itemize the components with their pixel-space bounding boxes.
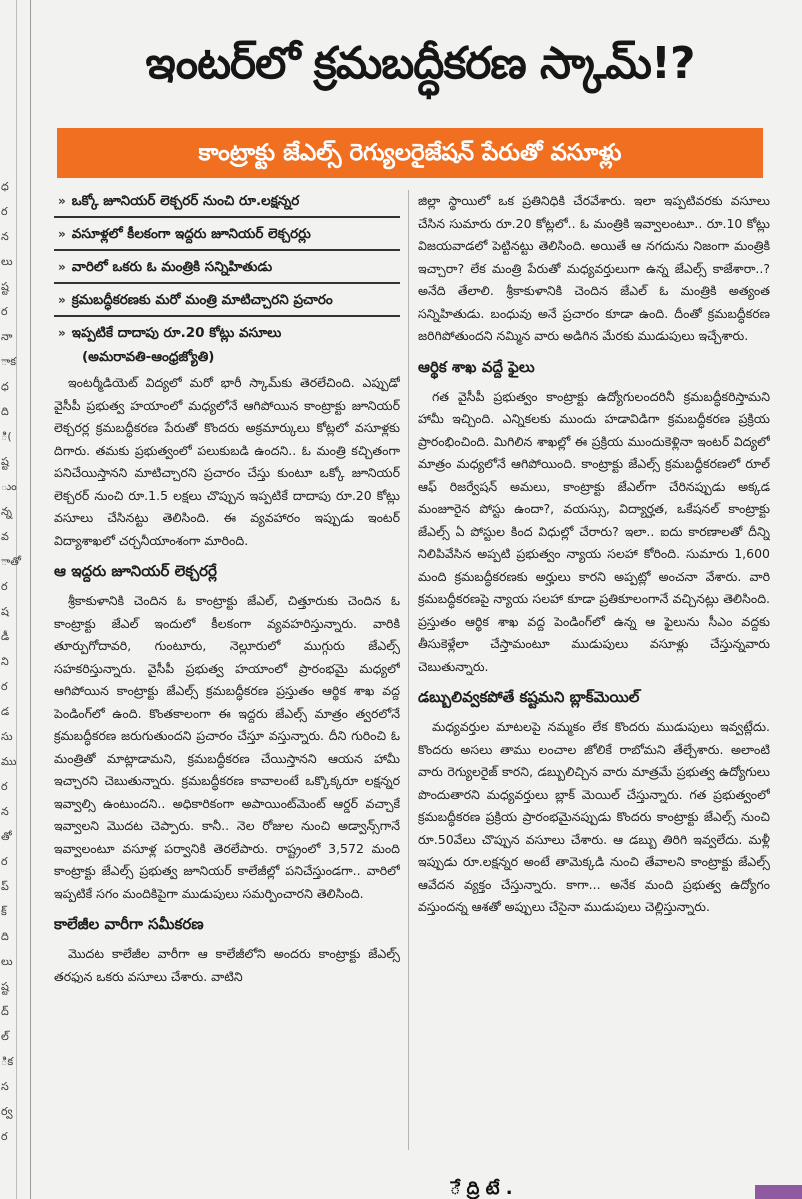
intro-paragraph: ఇంటర్మీడియెట్ విద్యలో మరో భారీ స్కామ్‌కు తెరలేచింది. ఎప్పుడో వైసీపీ ప్రభుత్వ హయాంలో మధ్యలోనే ఆగిపోయిన కాంట్రాక్టు జూనియర్ లెక్చరర్ల క్రమబద్ధీకరణ పేరుతో కొందరు అక్రమార్కులు కోట్లలో వసూళ్లకు దిగారు. తమకు ప్రభుత్వంలో పలుకుబడి ఉందని.. ఓ మంత్రి కచ్చితంగా పనిచేయిస్తానని మాటిచ్చారని ప్రచారం చేస్తు కుంటూ ఒక్కో జూనియర్ లెక్చరర్ నుంచి రూ.1.5 లక్షలు చొప్పున ఇప్పటికే దాదాపు రూ.20 కోట్లు వసూలు చేసినట్టు తెలిసింది. ఈ వ్యవహారం ఇప్పుడు ఇంటర్ విద్యాశాఖలో చర్చనీయాంశంగా మారింది. [54,375,400,548]
edge-fragment: న [1,230,9,243]
body-paragraph: మధ్యవర్తుల మాటలపై నమ్మకం లేక కొందరు ముడుపులు ఇవ్వట్లేదు. కొందరు అసలు తాము లంచాల జోలికే రాబోమని తేల్చేశారు. అలాంటి వారు రెగ్యులరైజ్ కారని, డబ్బులిచ్చిన వారు మాత్రమే ప్రభుత్వ ఉద్యోగులు పొందుతారని మధ్యవర్తులు బ్లాక్ మెయిల్ చేస్తున్నారు. గత ప్రభుత్వంలో క్రమబద్ధీకరణ ప్రక్రియ ప్రారంభమైనప్పుడు కొందరు కాంట్రాక్టు జేఎల్స్ నుంచి రూ.50వేలు చొప్పున వసూలు చేశారు. ఆ డబ్బు తిరిగి ఇవ్వలేదు. మళ్లీ ఇప్పుడు రూ.లక్షన్నర అంటే తామెక్కడి నుంచి తేవాలని కాంట్రాక్టు జేఎల్స్ ఆవేదన వ్యక్తం చేస్తున్నారు. కాగా... అనేక మంది ప్రభుత్వ ఉద్యోగం వస్తుందన్న ఆశతో అప్పులు చేసైనా ముడుపులు చెల్లిస్తున్నారు. [418,719,770,914]
left-column [54,190,400,1150]
adjacent-article-strip [0,0,21,1199]
section-heading: ఆర్థిక శాఖ వద్దే ఫైలు [418,357,535,376]
edge-fragment: లు [1,255,13,268]
edge-fragment: సు [1,730,13,743]
column-rule [408,190,409,1150]
double-chevron-icon: » [58,326,66,340]
edge-fragment: ర [1,780,8,793]
edge-fragment: ాతో [1,555,21,568]
edge-fragment: ర [1,580,8,593]
column-divider [30,0,31,1199]
body-paragraph: మొదట కాలేజీల వారీగా ఆ కాలేజీలోని అందరు కాంట్రాక్టు జేఎల్స్ తరఫున ఒకరు వసూలు చేశారు. వాటిని [54,946,400,984]
edge-fragment: ర [1,855,8,868]
kicker-item [54,322,400,348]
edge-fragment: ద్ [1,1005,9,1018]
section-heading: డబ్బులివ్వకపోతే కష్టమని బ్లాక్‌మెయిల్ [418,688,640,706]
edge-fragment: ర [1,1130,8,1143]
section-heading: కాలేజీల వారీగా సమీకరణ [54,915,204,933]
edge-fragment: ుం [1,480,17,493]
kicker-item [54,190,400,218]
double-chevron-icon: » [58,227,66,241]
edge-fragment: ర్వ [1,1105,13,1118]
double-chevron-icon: » [58,293,66,307]
kicker-text: క్రమబద్ధీకరణకు మరో మంత్రి మాటిచ్చారని ప్రచారం [71,292,333,308]
edge-fragment: న [1,805,9,818]
edge-fragment: ి( [1,430,12,443]
double-chevron-icon: » [58,260,66,274]
kicker-text: వసూళ్లలో కీలకంగా ఇద్దరు జూనియర్ లెక్చరర్లు [71,226,311,242]
edge-fragment: స [1,1080,9,1093]
edge-fragment: ధ [1,180,9,193]
edge-fragment: ష్ట [1,980,9,993]
section-heading: ఆ ఇద్దరు జూనియర్ లెక్చరర్లే [54,562,217,580]
edge-fragment: ప్ [1,880,9,893]
edge-fragment: డ [1,705,10,718]
headline: ఇంటర్‌లో క్రమబద్ధీకరణ స్కామ్!? [145,38,695,89]
double-chevron-icon: » [58,194,66,208]
edge-fragment: ది [1,930,9,943]
corner-color-block [755,1185,802,1199]
edge-fragment: ధ [1,380,9,393]
edge-fragment: డీ [1,630,10,643]
edge-fragment: ష్ట [1,280,9,293]
edge-fragment: ష్ట [1,455,9,468]
edge-fragment: ర [1,680,8,693]
dateline: (అమరావతి-ఆంధ్రజ్యోతి) [82,349,215,365]
subheadline-banner: కాంట్రాక్టు జేఎల్స్ రెగ్యులరైజేషన్ పేరుతో వసూళ్లు [57,128,763,178]
edge-fragment: క్ [1,905,7,918]
kicker-item [54,223,400,251]
edge-fragment: ర [1,205,8,218]
kicker-item [54,289,400,317]
edge-fragment: తో [1,830,12,843]
right-column [418,190,770,1150]
edge-fragment: ని [1,655,9,668]
body-paragraph: గత వైసీపీ ప్రభుత్వం కాంట్రాక్టు ఉద్యోగులందరినీ క్రమబద్ధీకరిస్తామని హామీ ఇచ్చింది. ఎన్నికలకు ముందు హడావిడిగా క్రమబద్ధీకరణ ప్రక్రియ ప్రారంభించింది. మిగిలిన శాఖల్లో ఈ ప్రక్రియ ముందుకెళ్లినా ఇంటర్ విద్యలో మాత్రం మధ్యలోనే ఆగిపోయింది. కాంట్రాక్టు జేఎల్స్ క్రమబద్ధీకరణలో రూల్ ఆఫ్ రిజర్వేషన్ అమలు, కాంట్రాక్టు జేఎల్‌గా చేరినప్పుడు అక్కడ మంజూరైన పోస్టు ఉందా?, వయస్సు, విద్యార్హత, ఒకేషనల్ కాంట్రాక్టు జేఎల్స్ ఏ పోస్టుల కింద విధుల్లో చేరారు? ఇలా.. ఐదు కారణాలతో దీన్ని నిలిపివేసిన అప్పటి ప్రభుత్వం న్యాయ సలహా కోరింది. సుమారు 1,600 మంది క్రమబద్ధీకరణకు అర్హులు కారని అప్పట్లో అంచనా వేశారు. వారి క్రమబద్ధీకరణపై న్యాయ సలహా కూడా ప్రతికూలంగానే వచ్చినట్లు తెలిసింది. ప్రస్తుతం ఆర్థిక శాఖ వద్ద పెండింగ్‌లో ఉన్న ఆ ఫైలును సీఎం వద్దకు తీసుకెళ్లేలా చేస్తామంటూ ముడుపులు వసూళ్లు చేస్తున్నవారు చెబుతున్నారు. [418,388,770,674]
edge-fragment: ర [1,305,8,318]
edge-fragment: ాక [1,355,16,368]
kicker-item [54,256,400,284]
edge-fragment: ది [1,405,9,418]
kicker-text: ఒక్కో జూనియర్ లెక్చరర్ నుంచి రూ.లక్షన్నర [71,193,300,209]
edge-fragment: ము [1,755,17,768]
edge-fragment: ల్ [1,1030,9,1043]
kicker-text: వారిలో ఒకరు ఓ మంత్రికి సన్నిహితుడు [71,259,273,275]
edge-fragment: నా [1,330,13,343]
edge-fragment: వ [1,530,9,543]
edge-fragment: ిక [1,1055,14,1068]
edge-fragment: ష [1,605,9,618]
continued-paragraph: జిల్లా స్థాయిలో ఒక ప్రతినిధికి చేరవేశారు. ఇలా ఇప్పటివరకు వసూలు చేసిన సుమారు రూ.20 కోట్లలో.. ఓ మంత్రికి ఇవ్వాలంటూ.. రూ.10 కోట్లు విజయవాడలో పెట్టినట్టు తెలిసింది. అయితే ఆ నగదును నిజంగా మంత్రికి ఇచ్చారా? లేక మంత్రి పేరుతో మధ్యవర్తులుగా ఉన్న జేఎల్స్ కాజేశారా..? అనేది తేలాలి. శ్రీకాకుళానికి చెందిన జేఎల్ ఓ మంత్రికి అత్యంత సన్నిహితుడు. బంధువు అనే ప్రచారం కూడా ఉంది. దీంతో క్రమబద్ధీకరణ జరిగిపోతుందని నమ్మిన వారు అడిగిన మేరకు ముడుపులు ఇచ్చేశారు. [418,193,770,343]
next-article-cut-headline: ే ద్రి టే . [450,1178,513,1199]
edge-fragment: లు [1,955,13,968]
edge-fragment: న్న [1,505,12,518]
kicker-text: ఇప్పటికే దాదాపు రూ.20 కోట్లు వసూలు [71,325,282,341]
body-paragraph: శ్రీకాకుళానికి చెందిన ఓ కాంట్రాక్టు జేఎల్, చిత్తూరుకు చెందిన ఓ కాంట్రాక్టు జేఎల్ ఇందులో కీలకంగా వ్యవహరిస్తున్నారు. వారికి తూర్పుగోదావరి, గుంటూరు, నెల్లూరులో ముగ్గురు జేఎల్స్ సహకరిస్తున్నారు. వైసీపీ ప్రభుత్వ హయాంలో ప్రారంభమై మధ్యలో ఆగిపోయిన కాంట్రాక్టు జేఎల్స్ క్రమబద్ధీకరణ ప్రస్తుతం ఆర్థిక శాఖ వద్ద పెండింగ్‌లో ఉంది. కొంతకాలంగా ఈ ఇద్దరు జేఎల్స్ మాత్రం త్వరలోనే క్రమబద్ధీకరణ జరుగుతుందని ప్రచారం చేస్తూ వస్తున్నారు. దీని గురించి ఓ మంత్రితో మాట్లాడామని, క్రమబద్ధీకరణ చేయిస్తానని ఆయన హామీ ఇచ్చారని చెబుతున్నారు. క్రమబద్ధీకరణ కావాలంటే ఒక్కొక్కరూ లక్షన్నర ఇవ్వాల్సి ఉంటుందని.. అధికారికంగా అపాయింట్‌మెంట్ ఆర్డర్ వచ్చాకే ఇవ్వాలని మొదట చెప్పారు. కానీ.. నెల రోజుల నుంచి అడ్వాన్స్‌గానే ఇవ్వాలంటూ వసూళ్ల పర్వానికి తెరలేపారు. రాష్ట్రంలో 3,572 మంది కాంట్రాక్టు జేఎల్స్ ప్రభుత్వ జూనియర్ కాలేజీల్లో పనిచేస్తుండగా.. వారిలో ఇప్పటికే సగం మందికిపైగా ముడుపులు సమర్పించారని తెలిసింది. [54,593,400,901]
